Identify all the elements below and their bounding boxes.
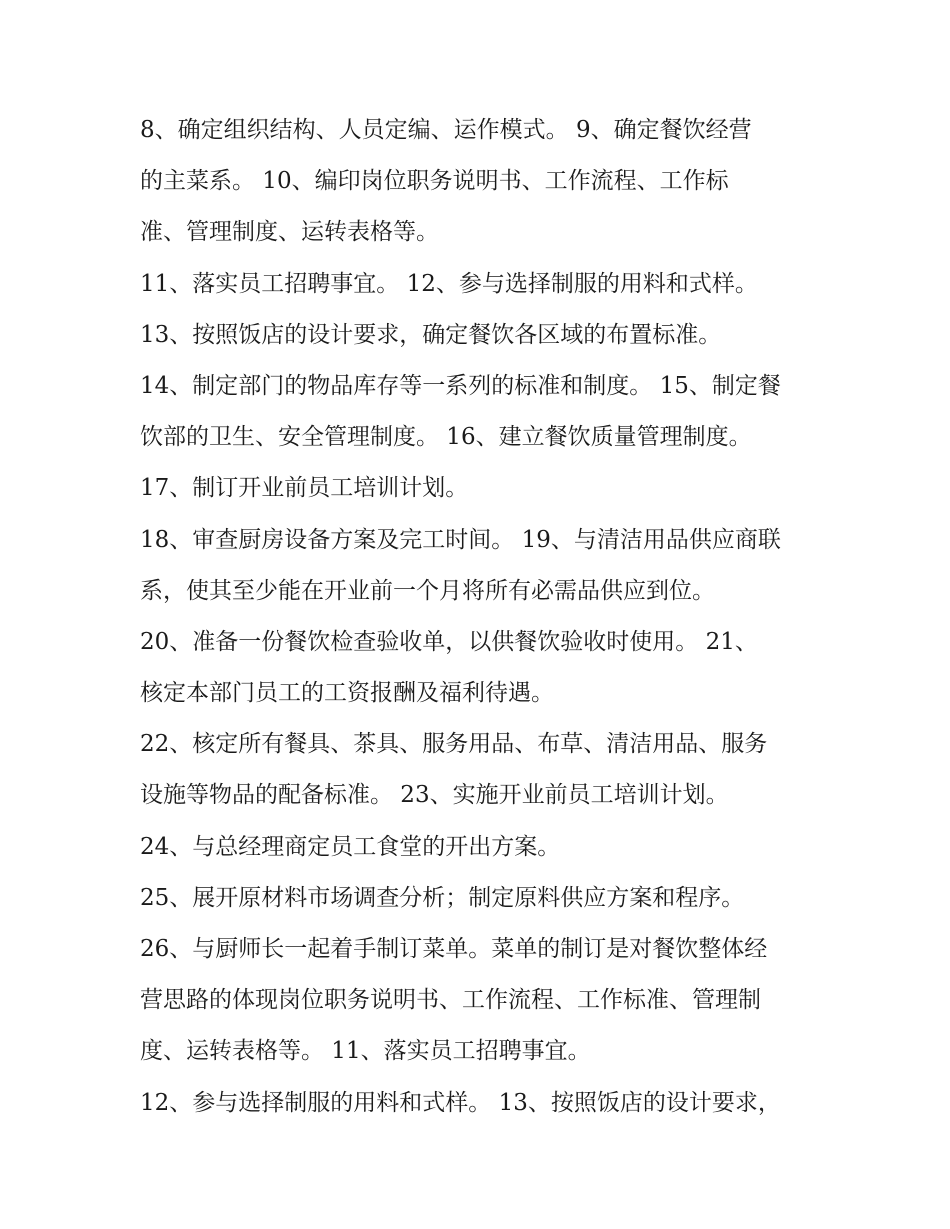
text-line-14: 设施等物品的配备标准。 23、实施开业前员工培训计划。: [140, 782, 729, 809]
text-line-9: 18、审查厨房设备方案及完工时间。 19、与清洁用品供应商联: [140, 526, 781, 553]
text-line-1: 8、确定组织结构、人员定编、运作模式。 9、确定餐饮经营: [140, 117, 752, 143]
text-line-3: 准、管理制度、运转表格等。: [140, 219, 439, 246]
text-line-4: 11、落实员工招聘事宜。 12、参与选择制服的用料和式样。: [140, 270, 758, 297]
text-line-15: 24、与总经理商定员工食堂的开出方案。: [140, 833, 561, 860]
text-line-8: 17、制订开业前员工培训计划。: [140, 475, 469, 502]
text-line-6: 14、制定部门的物品库存等一系列的标准和制度。 15、制定餐: [140, 372, 781, 399]
text-line-17: 26、与厨师长一起着手制订菜单。菜单的制订是对餐饮整体经: [140, 936, 768, 962]
text-line-12: 核定本部门员工的工资报酬及福利待遇。: [140, 680, 554, 707]
text-line-19: 度、运转表格等。 11、落实员工招聘事宜。: [140, 1038, 591, 1065]
text-line-7: 饮部的卫生、安全管理制度。 16、建立餐饮质量管理制度。: [140, 424, 752, 451]
text-line-2: 的主菜系。 10、编印岗位职务说明书、工作流程、工作标: [140, 168, 729, 195]
text-line-11: 20、准备一份餐饮检查验收单，以供餐饮验收时使用。 21、: [140, 628, 758, 655]
text-line-13: 22、核定所有餐具、茶具、服务用品、布草、清洁用品、服务: [140, 731, 768, 758]
text-line-16: 25、展开原材料市场调查分析；制定原料供应方案和程序。: [140, 884, 745, 911]
document-body: [140, 110, 820, 1134]
text-line-5: 13、按照饭店的设计要求，确定餐饮各区域的布置标准。: [140, 321, 722, 348]
text-line-18: 营思路的体现岗位职务说明书、工作流程、工作标准、管理制: [140, 987, 761, 1014]
text-line-10: 系，使其至少能在开业前一个月将所有必需品供应到位。: [140, 577, 715, 604]
text-line-20: 12、参与选择制服的用料和式样。 13、按照饭店的设计要求，: [140, 1089, 781, 1116]
